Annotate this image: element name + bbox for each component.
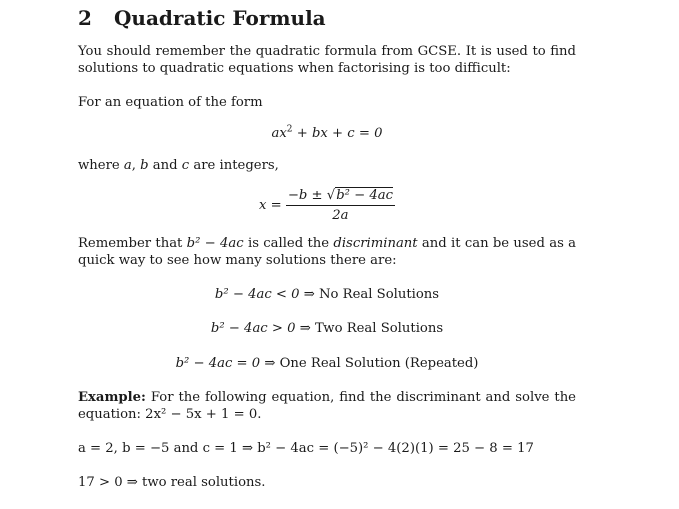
- case-one-real-text: One Real Solution (Repeated): [279, 356, 479, 371]
- intro-paragraph: You should remember the quadratic formula from GCSE. It is used to find solutions to quadratic equations when factorising is too difficult:: [78, 44, 576, 76]
- formula-num-pre: −b ± √: [287, 188, 336, 203]
- section-number: 2: [78, 6, 92, 30]
- quadratic-formula: [78, 188, 576, 223]
- where-c: c: [181, 158, 190, 173]
- where-mid2: and: [148, 158, 182, 173]
- formula-numerator: [286, 188, 395, 206]
- where-b: b: [140, 158, 149, 173]
- case-two-real: [78, 320, 576, 337]
- where-post: are integers,: [189, 158, 279, 173]
- section-title: Quadratic Formula: [114, 6, 326, 30]
- where-text: [78, 157, 279, 174]
- disc-pre: Remember that: [78, 236, 187, 251]
- formula-denominator: [286, 206, 395, 223]
- disc-expr: b² − 4ac: [186, 236, 244, 251]
- where-a: a: [123, 158, 132, 173]
- disc-term: discriminant: [333, 236, 418, 251]
- discriminant-paragraph: [78, 235, 576, 269]
- equation-ax: ax: [271, 126, 287, 141]
- case-two-real-text: Two Real Solutions: [314, 321, 444, 336]
- where-pre: where: [78, 158, 124, 173]
- formula-lhs: x =: [258, 198, 282, 213]
- example-paragraph: [78, 389, 576, 423]
- equation-exponent: 2: [286, 124, 293, 135]
- formula-den-text: 2a: [332, 208, 349, 223]
- case-two-real-expr: b² − 4ac > 0 ⇒: [210, 321, 315, 336]
- formula-radicand: b² − 4ac: [336, 188, 394, 203]
- working-line: a = 2, b = −5 and c = 1 ⇒ b² − 4ac = (−5)² − 4(2)(1) = 25 − 8 = 17: [78, 441, 534, 456]
- general-equation: [78, 125, 576, 142]
- case-no-real: [78, 286, 576, 303]
- equation-rest: + bx + c = 0: [292, 126, 383, 141]
- formula-fraction: [286, 188, 395, 223]
- form-lead-text: For an equation of the form: [78, 95, 263, 110]
- example-text: For the following equation, find the discriminant and solve the equation: 2x² − 5x + 1 = 0.: [78, 390, 576, 422]
- case-one-real-expr: b² − 4ac = 0 ⇒: [175, 356, 280, 371]
- section-heading: [78, 6, 326, 30]
- case-no-real-expr: b² − 4ac < 0 ⇒: [214, 287, 319, 302]
- case-one-real: [78, 355, 576, 372]
- conclusion-line: 17 > 0 ⇒ two real solutions.: [78, 475, 266, 490]
- where-mid1: ,: [131, 158, 141, 173]
- case-no-real-text: No Real Solutions: [318, 287, 440, 302]
- example-label: Example:: [78, 390, 146, 405]
- disc-mid: is called the: [243, 236, 334, 251]
- disc-post: and it can be used as a quick way to see how many solutions there are:: [78, 236, 576, 268]
